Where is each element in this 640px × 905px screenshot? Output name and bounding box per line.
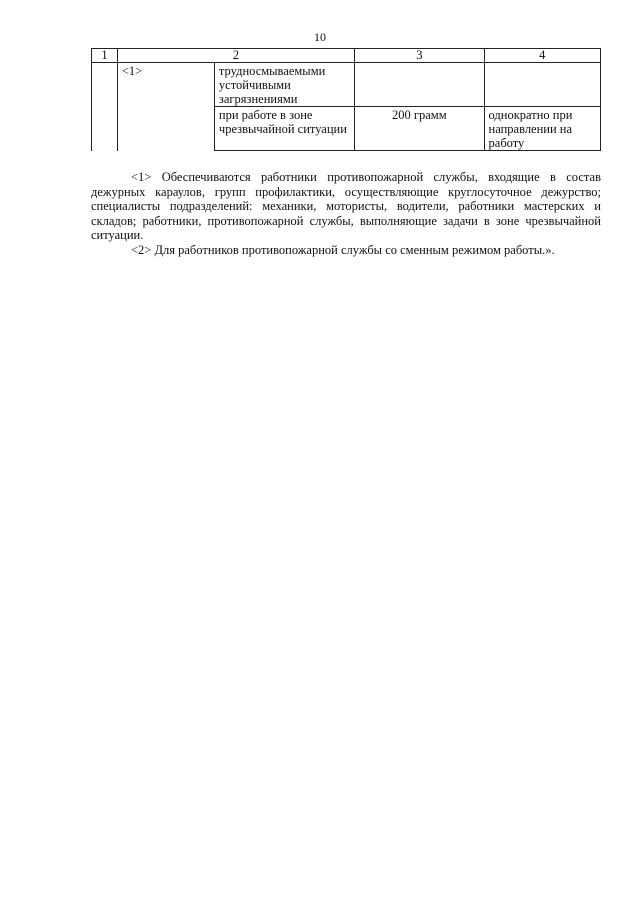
table-cell-period (484, 63, 600, 107)
header-col-4: 4 (484, 49, 600, 63)
footnotes (91, 170, 601, 258)
header-col-1: 1 (92, 49, 118, 63)
table-cell-condition: трудносмываемыми устойчивыми загрязнениями (214, 63, 354, 107)
table-cell-quantity (355, 63, 484, 107)
table-cell-col1 (92, 63, 118, 151)
norms-table (91, 48, 601, 151)
table-cell-condition: при работе в зоне чрезвычайной ситуации (214, 107, 354, 151)
footnote-2: <2> Для работников противопожарной службы со сменным режимом работы.». (131, 242, 555, 257)
table-row (92, 63, 601, 107)
footnote-1: <1> Обеспечиваются работники противопожарной службы, входящие в состав дежурных караулов, групп профилактики, осуществляющие круглосуточное дежурство; специалисты подразделений: механики, мотористы, водители, работники мастерских и складов; работники, противопожарной службы, выполняющие задачи в зоне чрезвычайной ситуации. (91, 170, 601, 243)
table-cell-quantity: 200 грамм (355, 107, 484, 151)
table-cell-footnote-mark: <1> (117, 63, 214, 151)
header-col-3: 3 (355, 49, 484, 63)
page-number: 10 (314, 30, 326, 44)
table-header-row (92, 49, 601, 63)
header-col-2: 2 (117, 49, 354, 63)
table-cell-period: однократно при направлении на работу (484, 107, 600, 151)
